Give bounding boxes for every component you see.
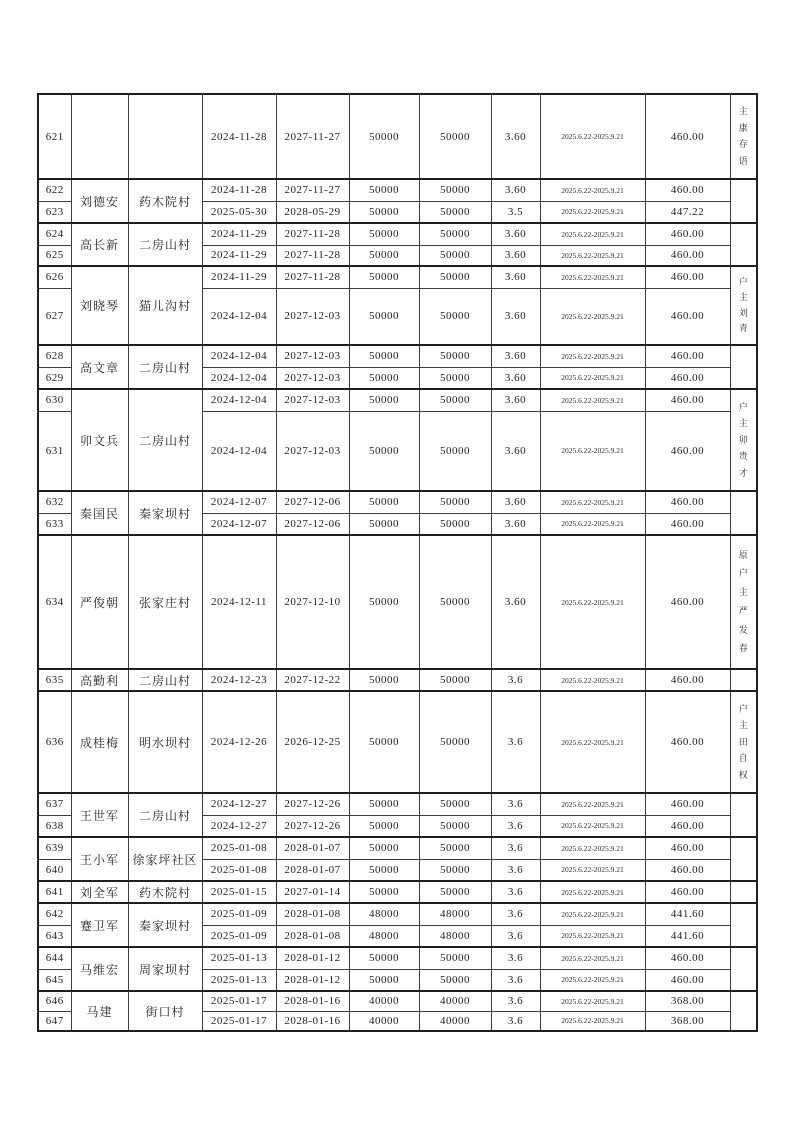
cell-start-date: 2024-12-26	[202, 691, 276, 793]
cell-interest-rate: 3.60	[491, 266, 540, 288]
cell-interest-amount: 460.00	[645, 669, 730, 691]
cell-village: 明水坝村	[128, 691, 202, 793]
cell-amount: 50000	[349, 223, 419, 245]
cell-sequence-number: 626	[38, 266, 71, 288]
cell-interest-period: 2025.6.22-2025.9.21	[540, 367, 645, 389]
cell-interest-period: 2025.6.22-2025.9.21	[540, 245, 645, 266]
cell-amount: 50000	[349, 266, 419, 288]
cell-interest-amount: 460.00	[645, 245, 730, 266]
cell-amount: 40000	[349, 1011, 419, 1031]
cell-end-date: 2027-11-28	[276, 245, 349, 266]
cell-interest-period: 2025.6.22-2025.9.21	[540, 1011, 645, 1031]
cell-interest-period: 2025.6.22-2025.9.21	[540, 969, 645, 991]
cell-amount: 50000	[349, 669, 419, 691]
cell-interest-amount: 460.00	[645, 793, 730, 815]
cell-interest-period: 2025.6.22-2025.9.21	[540, 669, 645, 691]
cell-interest-rate: 3.6	[491, 691, 540, 793]
cell-interest-amount: 441.60	[645, 925, 730, 947]
cell-village: 秦家坝村	[128, 491, 202, 535]
cell-end-date: 2027-12-26	[276, 815, 349, 837]
cell-interest-rate: 3.60	[491, 223, 540, 245]
cell-sequence-number: 623	[38, 201, 71, 223]
cell-amount: 50000	[349, 367, 419, 389]
table-row	[38, 881, 757, 903]
cell-start-date: 2024-11-29	[202, 223, 276, 245]
cell-interest-period: 2025.6.22-2025.9.21	[540, 345, 645, 367]
cell-amount-duplicate: 50000	[419, 491, 491, 513]
cell-interest-rate: 3.6	[491, 947, 540, 969]
table-row	[38, 793, 757, 815]
cell-amount-duplicate: 50000	[419, 969, 491, 991]
cell-remark	[730, 223, 757, 266]
cell-interest-period: 2025.6.22-2025.9.21	[540, 266, 645, 288]
cell-depositor-name: 高文章	[71, 345, 128, 389]
cell-interest-period: 2025.6.22-2025.9.21	[540, 179, 645, 201]
cell-start-date: 2024-12-04	[202, 411, 276, 491]
remark-vertical-text: 户 主 田 自 权	[738, 703, 748, 780]
cell-end-date: 2027-12-03	[276, 345, 349, 367]
cell-village: 二房山村	[128, 223, 202, 266]
cell-sequence-number: 631	[38, 411, 71, 491]
cell-remark	[730, 669, 757, 691]
cell-interest-period: 2025.6.22-2025.9.21	[540, 223, 645, 245]
cell-village: 猫儿沟村	[128, 266, 202, 345]
table-row	[38, 491, 757, 513]
table-row	[38, 223, 757, 245]
remark-vertical-text	[731, 229, 757, 260]
cell-start-date: 2024-12-07	[202, 513, 276, 535]
table-row	[38, 266, 757, 288]
cell-start-date: 2024-12-27	[202, 793, 276, 815]
cell-interest-period: 2025.6.22-2025.9.21	[540, 389, 645, 411]
cell-depositor-name: 秦国民	[71, 491, 128, 535]
cell-interest-rate: 3.60	[491, 245, 540, 266]
cell-sequence-number: 630	[38, 389, 71, 411]
cell-amount-duplicate: 50000	[419, 179, 491, 201]
cell-sequence-number: 621	[38, 94, 71, 179]
cell-start-date: 2025-01-09	[202, 903, 276, 925]
cell-sequence-number: 638	[38, 815, 71, 837]
cell-remark	[730, 903, 757, 947]
cell-interest-amount: 460.00	[645, 837, 730, 859]
cell-interest-amount: 368.00	[645, 1011, 730, 1031]
table-row	[38, 179, 757, 201]
cell-interest-period: 2025.6.22-2025.9.21	[540, 925, 645, 947]
cell-interest-period: 2025.6.22-2025.9.21	[540, 881, 645, 903]
cell-depositor-name: 蹇卫军	[71, 903, 128, 947]
cell-interest-period: 2025.6.22-2025.9.21	[540, 94, 645, 179]
cell-village: 药木院村	[128, 179, 202, 223]
cell-depositor-name: 成桂梅	[71, 691, 128, 793]
cell-amount-duplicate: 48000	[419, 903, 491, 925]
cell-interest-rate: 3.6	[491, 903, 540, 925]
cell-interest-rate: 3.60	[491, 389, 540, 411]
table-row	[38, 535, 757, 669]
cell-end-date: 2027-01-14	[276, 881, 349, 903]
cell-amount: 50000	[349, 881, 419, 903]
cell-amount-duplicate: 50000	[419, 245, 491, 266]
cell-interest-period: 2025.6.22-2025.9.21	[540, 201, 645, 223]
cell-village: 二房山村	[128, 345, 202, 389]
remark-vertical-text	[731, 185, 757, 217]
cell-sequence-number: 643	[38, 925, 71, 947]
cell-end-date: 2027-12-06	[276, 513, 349, 535]
cell-end-date: 2028-01-16	[276, 991, 349, 1011]
cell-amount-duplicate: 50000	[419, 691, 491, 793]
cell-remark	[730, 947, 757, 991]
cell-interest-rate: 3.60	[491, 513, 540, 535]
remark-vertical-text	[731, 843, 757, 875]
cell-depositor-name: 刘全军	[71, 881, 128, 903]
cell-interest-amount: 460.00	[645, 94, 730, 179]
cell-start-date: 2024-11-29	[202, 245, 276, 266]
cell-start-date: 2025-01-13	[202, 969, 276, 991]
cell-remark	[730, 345, 757, 389]
cell-amount-duplicate: 50000	[419, 881, 491, 903]
cell-interest-amount: 368.00	[645, 991, 730, 1011]
cell-interest-amount: 460.00	[645, 266, 730, 288]
cell-amount: 40000	[349, 991, 419, 1011]
cell-sequence-number: 642	[38, 903, 71, 925]
table-row	[38, 837, 757, 859]
cell-interest-period: 2025.6.22-2025.9.21	[540, 691, 645, 793]
cell-interest-rate: 3.6	[491, 991, 540, 1011]
cell-end-date: 2028-05-29	[276, 201, 349, 223]
cell-depositor-name: 王小军	[71, 837, 128, 881]
cell-interest-rate: 3.60	[491, 94, 540, 179]
cell-end-date: 2027-11-28	[276, 266, 349, 288]
cell-amount: 48000	[349, 903, 419, 925]
cell-end-date: 2028-01-08	[276, 925, 349, 947]
cell-start-date: 2024-11-28	[202, 94, 276, 179]
cell-interest-amount: 460.00	[645, 345, 730, 367]
cell-amount: 50000	[349, 411, 419, 491]
cell-interest-rate: 3.60	[491, 491, 540, 513]
cell-start-date: 2024-12-04	[202, 367, 276, 389]
cell-remark	[730, 691, 757, 793]
cell-depositor-name: 王世军	[71, 793, 128, 837]
cell-amount-duplicate: 50000	[419, 94, 491, 179]
cell-amount-duplicate: 50000	[419, 288, 491, 345]
cell-interest-rate: 3.60	[491, 288, 540, 345]
cell-end-date: 2027-11-28	[276, 223, 349, 245]
cell-start-date: 2025-01-17	[202, 1011, 276, 1031]
cell-amount: 50000	[349, 179, 419, 201]
cell-end-date: 2027-12-10	[276, 535, 349, 669]
cell-village	[128, 94, 202, 179]
remark-vertical-text	[731, 953, 757, 985]
cell-village: 张家庄村	[128, 535, 202, 669]
cell-remark	[730, 266, 757, 345]
cell-amount: 50000	[349, 535, 419, 669]
remark-vertical-text	[731, 997, 757, 1025]
cell-start-date: 2024-11-29	[202, 266, 276, 288]
cell-amount: 50000	[349, 859, 419, 881]
table-row	[38, 345, 757, 367]
cell-amount-duplicate: 50000	[419, 367, 491, 389]
cell-start-date: 2024-12-07	[202, 491, 276, 513]
table-row	[38, 669, 757, 691]
cell-amount: 50000	[349, 947, 419, 969]
cell-remark	[730, 389, 757, 491]
remark-vertical-text	[731, 887, 757, 897]
cell-amount: 50000	[349, 969, 419, 991]
remark-vertical-text	[731, 351, 757, 383]
cell-sequence-number: 635	[38, 669, 71, 691]
deposit-table	[37, 93, 758, 1032]
cell-interest-rate: 3.60	[491, 411, 540, 491]
cell-amount-duplicate: 50000	[419, 266, 491, 288]
cell-interest-rate: 3.6	[491, 815, 540, 837]
cell-interest-amount: 460.00	[645, 389, 730, 411]
cell-amount-duplicate: 50000	[419, 669, 491, 691]
cell-remark	[730, 837, 757, 881]
cell-start-date: 2025-01-08	[202, 859, 276, 881]
cell-amount-duplicate: 50000	[419, 535, 491, 669]
remark-vertical-text	[731, 497, 757, 529]
cell-start-date: 2024-11-28	[202, 179, 276, 201]
cell-remark	[730, 881, 757, 903]
remark-vertical-text	[731, 675, 757, 685]
cell-village: 二房山村	[128, 389, 202, 491]
cell-interest-period: 2025.6.22-2025.9.21	[540, 903, 645, 925]
cell-interest-amount: 460.00	[645, 367, 730, 389]
cell-amount-duplicate: 50000	[419, 837, 491, 859]
cell-amount: 50000	[349, 94, 419, 179]
remark-vertical-text: 原 户 主 严 发 春	[738, 549, 748, 654]
cell-amount: 50000	[349, 288, 419, 345]
cell-remark	[730, 793, 757, 837]
cell-amount: 50000	[349, 345, 419, 367]
cell-start-date: 2025-01-08	[202, 837, 276, 859]
cell-interest-amount: 460.00	[645, 179, 730, 201]
cell-interest-amount: 460.00	[645, 859, 730, 881]
cell-amount: 50000	[349, 201, 419, 223]
cell-sequence-number: 633	[38, 513, 71, 535]
cell-interest-rate: 3.6	[491, 793, 540, 815]
remark-vertical-text: 户 主 刘 青	[738, 277, 748, 333]
cell-end-date: 2028-01-08	[276, 903, 349, 925]
deposit-table-body	[38, 94, 757, 1031]
cell-interest-amount: 460.00	[645, 881, 730, 903]
cell-sequence-number: 644	[38, 947, 71, 969]
cell-interest-amount: 460.00	[645, 969, 730, 991]
remark-vertical-text	[731, 909, 757, 941]
cell-end-date: 2028-01-12	[276, 969, 349, 991]
cell-amount-duplicate: 50000	[419, 389, 491, 411]
cell-amount-duplicate: 48000	[419, 925, 491, 947]
cell-remark	[730, 491, 757, 535]
cell-remark	[730, 991, 757, 1031]
cell-interest-rate: 3.5	[491, 201, 540, 223]
cell-interest-rate: 3.6	[491, 1011, 540, 1031]
cell-end-date: 2026-12-25	[276, 691, 349, 793]
cell-interest-amount: 460.00	[645, 223, 730, 245]
cell-village: 周家坝村	[128, 947, 202, 991]
cell-end-date: 2027-12-22	[276, 669, 349, 691]
cell-interest-rate: 3.6	[491, 859, 540, 881]
cell-village: 药木院村	[128, 881, 202, 903]
cell-interest-period: 2025.6.22-2025.9.21	[540, 947, 645, 969]
cell-interest-amount: 460.00	[645, 947, 730, 969]
cell-interest-amount: 460.00	[645, 691, 730, 793]
table-row	[38, 389, 757, 411]
cell-sequence-number: 632	[38, 491, 71, 513]
cell-interest-period: 2025.6.22-2025.9.21	[540, 288, 645, 345]
cell-amount-duplicate: 50000	[419, 345, 491, 367]
cell-end-date: 2027-12-03	[276, 367, 349, 389]
cell-village: 街口村	[128, 991, 202, 1031]
cell-amount: 50000	[349, 793, 419, 815]
cell-amount-duplicate: 40000	[419, 1011, 491, 1031]
cell-sequence-number: 624	[38, 223, 71, 245]
cell-amount-duplicate: 50000	[419, 411, 491, 491]
cell-start-date: 2024-12-04	[202, 288, 276, 345]
cell-sequence-number: 641	[38, 881, 71, 903]
cell-interest-period: 2025.6.22-2025.9.21	[540, 535, 645, 669]
cell-interest-period: 2025.6.22-2025.9.21	[540, 859, 645, 881]
cell-end-date: 2027-12-06	[276, 491, 349, 513]
cell-village: 二房山村	[128, 793, 202, 837]
cell-end-date: 2027-11-27	[276, 179, 349, 201]
cell-sequence-number: 639	[38, 837, 71, 859]
cell-interest-rate: 3.6	[491, 881, 540, 903]
remark-vertical-text	[731, 799, 757, 831]
cell-amount-duplicate: 50000	[419, 201, 491, 223]
table-row	[38, 903, 757, 925]
cell-interest-amount: 460.00	[645, 411, 730, 491]
cell-end-date: 2027-12-26	[276, 793, 349, 815]
cell-depositor-name: 严俊朝	[71, 535, 128, 669]
cell-amount-duplicate: 50000	[419, 223, 491, 245]
cell-remark	[730, 535, 757, 669]
cell-end-date: 2028-01-07	[276, 859, 349, 881]
cell-end-date: 2027-12-03	[276, 288, 349, 345]
cell-interest-period: 2025.6.22-2025.9.21	[540, 793, 645, 815]
cell-amount-duplicate: 50000	[419, 859, 491, 881]
cell-sequence-number: 629	[38, 367, 71, 389]
cell-interest-amount: 460.00	[645, 815, 730, 837]
cell-start-date: 2024-12-04	[202, 389, 276, 411]
cell-village: 徐家坪社区	[128, 837, 202, 881]
cell-interest-rate: 3.60	[491, 345, 540, 367]
cell-end-date: 2027-12-03	[276, 411, 349, 491]
cell-interest-rate: 3.6	[491, 837, 540, 859]
cell-village: 秦家坝村	[128, 903, 202, 947]
cell-interest-amount: 460.00	[645, 513, 730, 535]
cell-amount: 48000	[349, 925, 419, 947]
cell-depositor-name: 马维宏	[71, 947, 128, 991]
cell-village: 二房山村	[128, 669, 202, 691]
cell-amount: 50000	[349, 389, 419, 411]
cell-sequence-number: 628	[38, 345, 71, 367]
cell-end-date: 2027-11-27	[276, 94, 349, 179]
cell-interest-amount: 460.00	[645, 535, 730, 669]
cell-start-date: 2024-12-23	[202, 669, 276, 691]
cell-start-date: 2025-05-30	[202, 201, 276, 223]
cell-interest-period: 2025.6.22-2025.9.21	[540, 837, 645, 859]
cell-amount-duplicate: 50000	[419, 793, 491, 815]
remark-vertical-text: 户 主 卯 贵 才	[738, 401, 748, 478]
cell-interest-rate: 3.6	[491, 969, 540, 991]
cell-interest-amount: 460.00	[645, 491, 730, 513]
cell-interest-amount: 441.60	[645, 903, 730, 925]
cell-sequence-number: 640	[38, 859, 71, 881]
table-row	[38, 94, 757, 179]
cell-start-date: 2024-12-04	[202, 345, 276, 367]
cell-sequence-number: 634	[38, 535, 71, 669]
cell-interest-rate: 3.6	[491, 669, 540, 691]
cell-interest-rate: 3.60	[491, 535, 540, 669]
cell-interest-amount: 460.00	[645, 288, 730, 345]
cell-amount: 50000	[349, 491, 419, 513]
cell-depositor-name: 高长新	[71, 223, 128, 266]
cell-end-date: 2027-12-03	[276, 389, 349, 411]
cell-interest-period: 2025.6.22-2025.9.21	[540, 411, 645, 491]
cell-amount-duplicate: 40000	[419, 991, 491, 1011]
table-row	[38, 691, 757, 793]
cell-interest-amount: 447.22	[645, 201, 730, 223]
cell-depositor-name: 刘德安	[71, 179, 128, 223]
cell-start-date: 2025-01-13	[202, 947, 276, 969]
cell-sequence-number: 636	[38, 691, 71, 793]
cell-amount: 50000	[349, 245, 419, 266]
cell-interest-period: 2025.6.22-2025.9.21	[540, 491, 645, 513]
cell-end-date: 2028-01-12	[276, 947, 349, 969]
remark-vertical-text: 主 康 存 语	[738, 106, 748, 166]
cell-sequence-number: 627	[38, 288, 71, 345]
cell-start-date: 2024-12-11	[202, 535, 276, 669]
cell-amount-duplicate: 50000	[419, 815, 491, 837]
cell-interest-rate: 3.60	[491, 179, 540, 201]
cell-end-date: 2028-01-07	[276, 837, 349, 859]
cell-sequence-number: 645	[38, 969, 71, 991]
cell-sequence-number: 622	[38, 179, 71, 201]
cell-sequence-number: 647	[38, 1011, 71, 1031]
cell-remark	[730, 179, 757, 223]
cell-interest-period: 2025.6.22-2025.9.21	[540, 815, 645, 837]
cell-interest-rate: 3.6	[491, 925, 540, 947]
cell-amount-duplicate: 50000	[419, 947, 491, 969]
cell-interest-rate: 3.60	[491, 367, 540, 389]
cell-interest-period: 2025.6.22-2025.9.21	[540, 513, 645, 535]
cell-depositor-name: 马建	[71, 991, 128, 1031]
cell-start-date: 2025-01-15	[202, 881, 276, 903]
cell-start-date: 2025-01-17	[202, 991, 276, 1011]
cell-start-date: 2025-01-09	[202, 925, 276, 947]
cell-depositor-name: 卯文兵	[71, 389, 128, 491]
cell-interest-period: 2025.6.22-2025.9.21	[540, 991, 645, 1011]
cell-amount: 50000	[349, 815, 419, 837]
cell-amount: 50000	[349, 837, 419, 859]
cell-amount-duplicate: 50000	[419, 513, 491, 535]
table-row	[38, 947, 757, 969]
cell-sequence-number: 637	[38, 793, 71, 815]
cell-sequence-number: 625	[38, 245, 71, 266]
cell-depositor-name	[71, 94, 128, 179]
cell-depositor-name: 高勤利	[71, 669, 128, 691]
cell-depositor-name: 刘晓琴	[71, 266, 128, 345]
cell-remark	[730, 94, 757, 179]
cell-amount: 50000	[349, 513, 419, 535]
cell-end-date: 2028-01-16	[276, 1011, 349, 1031]
cell-sequence-number: 646	[38, 991, 71, 1011]
table-row	[38, 991, 757, 1011]
cell-start-date: 2024-12-27	[202, 815, 276, 837]
cell-amount: 50000	[349, 691, 419, 793]
